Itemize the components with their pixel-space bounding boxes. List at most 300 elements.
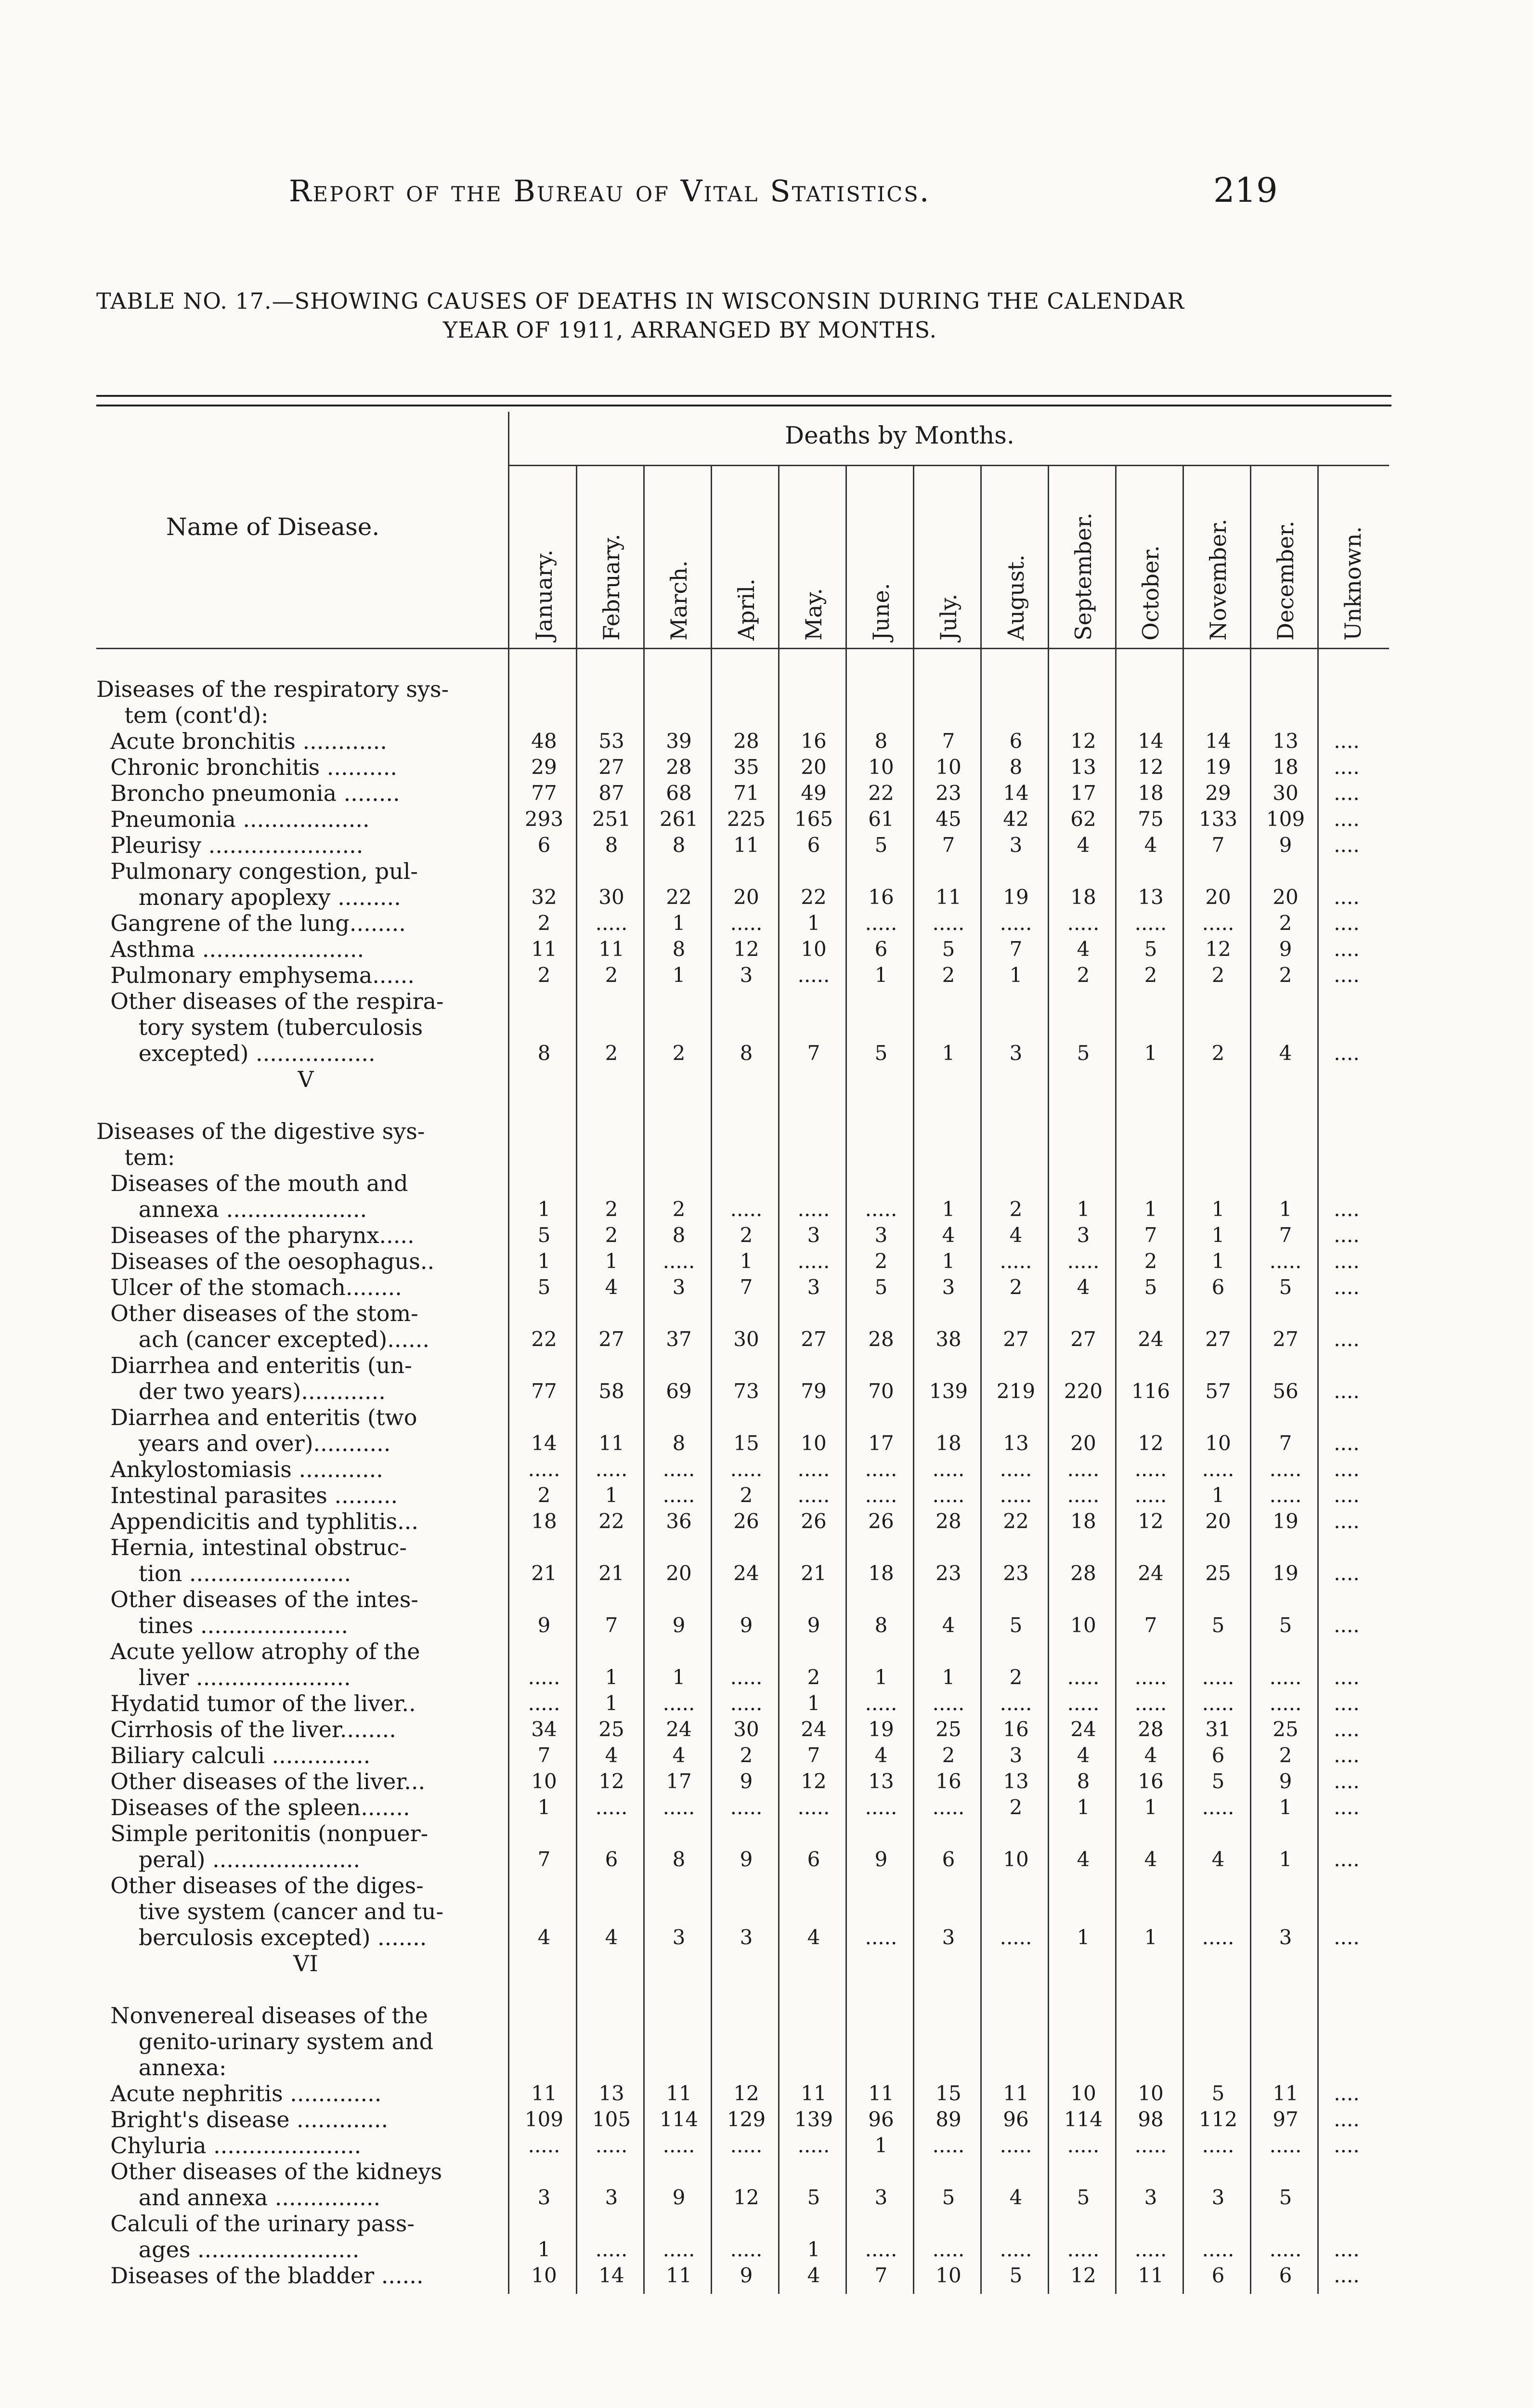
table-cell: .....	[1000, 2238, 1032, 2261]
table-cell: 18	[935, 1431, 961, 1455]
table-cell: 1	[1144, 1795, 1157, 1819]
row-label: Gangrene of the lung........	[96, 910, 406, 936]
table-cell: .....	[1067, 1483, 1100, 1507]
table-cell: 1	[1077, 1795, 1090, 1819]
table-cell: 5	[1211, 1769, 1225, 1793]
row-label: monary apoplexy .........	[96, 884, 401, 910]
table-cell: 5	[1279, 2186, 1292, 2209]
table-cell: 10	[801, 1431, 827, 1455]
table-cell: ....	[1334, 729, 1360, 753]
table-cell: 58	[598, 1379, 624, 1403]
table-cell: 1	[1144, 1197, 1157, 1221]
table-cell: 7	[942, 729, 955, 753]
row-label: liver ......................	[96, 1664, 351, 1690]
table-cell: 22	[801, 885, 827, 909]
table-cell: ....	[1334, 1275, 1360, 1299]
table-cell: 4	[1144, 833, 1157, 857]
table-cell: 18	[1070, 1509, 1096, 1533]
row-label: der two years)............	[96, 1378, 386, 1404]
table-cell: 56	[1273, 1379, 1299, 1403]
table-cell: .....	[1067, 1665, 1100, 1689]
table-caption	[96, 287, 1396, 344]
table-cell: ....	[1334, 2133, 1360, 2157]
table-cell: 13	[1003, 1431, 1029, 1455]
table-cell: 114	[1064, 2107, 1103, 2131]
table-cell: 4	[942, 1223, 955, 1247]
table-cell: 7	[874, 2264, 888, 2287]
table-cell: 5	[874, 1041, 888, 1065]
table-cell: .....	[730, 2133, 763, 2157]
table-cell: 1	[1144, 1041, 1157, 1065]
table-cell: 9	[740, 1613, 753, 1637]
table-cell: 15	[935, 2081, 961, 2105]
table-cell: 8	[672, 1431, 686, 1455]
row-label: tion .......................	[96, 1560, 351, 1586]
table-cell: 7	[1009, 937, 1023, 961]
table-caption-line-1: TABLE NO. 17.—SHOWING CAUSES OF DEATHS IN WISCONSIN DURING THE CALENDAR	[96, 288, 1185, 314]
table-cell: 4	[1279, 1041, 1292, 1065]
table-cell: .....	[1269, 2238, 1302, 2261]
table-cell: 18	[1273, 755, 1299, 779]
table-cell: .....	[663, 1795, 695, 1819]
table-cell: 16	[868, 885, 894, 909]
table-cell: .....	[932, 2238, 965, 2261]
table-cell: ....	[1334, 1041, 1360, 1065]
table-cell: 30	[733, 1717, 759, 1741]
table-cell: .....	[730, 1665, 763, 1689]
table-cell: 3	[605, 2186, 618, 2209]
table-cell: .....	[932, 1691, 965, 1715]
table-cell: ....	[1334, 1925, 1360, 1949]
table-cell: 5	[874, 1275, 888, 1299]
table-cell: 3	[874, 2186, 888, 2209]
table-cell: 28	[1138, 1717, 1164, 1741]
table-cell: 3	[1279, 1925, 1292, 1949]
row-label: Simple peritonitis (nonpuer-	[96, 1820, 429, 1846]
table-cell: 34	[531, 1717, 557, 1741]
table-cell: 21	[801, 1561, 827, 1585]
table-cell: .....	[865, 1795, 897, 1819]
table-cell: ....	[1334, 2238, 1360, 2261]
table-cell: 13	[1003, 1769, 1029, 1793]
table-cell: 5	[942, 2186, 955, 2209]
table-cell: 11	[666, 2264, 692, 2287]
table-cell: .....	[1202, 911, 1234, 935]
table-cell: 19	[868, 1717, 894, 1741]
table-cell: 14	[1205, 729, 1231, 753]
table-cell: 37	[666, 1327, 692, 1351]
table-cell: 9	[537, 1613, 551, 1637]
table-cell: ....	[1334, 781, 1360, 805]
table-cell: 20	[1070, 1431, 1096, 1455]
table-cell: 1	[874, 1665, 888, 1689]
table-cell: .....	[1000, 1691, 1032, 1715]
table-cell: 1	[1279, 1197, 1292, 1221]
table-cell: 20	[1205, 1509, 1231, 1533]
table-cell: 22	[531, 1327, 557, 1351]
table-cell: 27	[1273, 1327, 1299, 1351]
table-cell: ....	[1334, 911, 1360, 935]
month-header: March.	[666, 560, 692, 641]
table-cell: 28	[1070, 1561, 1096, 1585]
table-cell: 18	[1138, 781, 1164, 805]
table-cell: 2	[1279, 963, 1292, 987]
table-cell: 5	[1077, 1041, 1090, 1065]
table-cell: 12	[598, 1769, 624, 1793]
table-cell: 2	[1009, 1197, 1023, 1221]
table-cell: 7	[807, 1743, 820, 1767]
table-cell: .....	[528, 1691, 560, 1715]
table-cell: 31	[1205, 1717, 1231, 1741]
table-cell: 18	[531, 1509, 557, 1533]
table-cell: .....	[1134, 911, 1167, 935]
table-cell: 13	[1070, 755, 1096, 779]
table-cell: 12	[1138, 755, 1164, 779]
table-cell: 23	[1003, 1561, 1029, 1585]
row-label: Biliary calculi ..............	[96, 1742, 371, 1768]
table-cell: 4	[1009, 1223, 1023, 1247]
table-cell: 10	[531, 1769, 557, 1793]
table-cell: 133	[1198, 807, 1238, 831]
table-cell: 10	[1003, 1847, 1029, 1871]
table-cell: .....	[1000, 1249, 1032, 1273]
row-label: Pleurisy ......................	[96, 832, 364, 858]
table-cell: 29	[1205, 781, 1231, 805]
table-cell: .....	[595, 1795, 628, 1819]
table-cell: 2	[605, 963, 618, 987]
table-cell: 3	[740, 963, 753, 987]
table-cell: 12	[801, 1769, 827, 1793]
table-cell: 7	[1144, 1613, 1157, 1637]
table-cell: 4	[1144, 1847, 1157, 1871]
table-cell: 12	[1138, 1509, 1164, 1533]
table-cell: .....	[865, 1457, 897, 1481]
table-cell: 20	[1273, 885, 1299, 909]
table-cell: .....	[1134, 2133, 1167, 2157]
table-cell: 3	[1009, 1743, 1023, 1767]
table-cell: .....	[932, 1483, 965, 1507]
name-of-disease-header: Name of Disease.	[166, 513, 380, 541]
table-cell: 42	[1003, 807, 1029, 831]
table-cell: 8	[672, 937, 686, 961]
table-cell: 2	[1279, 911, 1292, 935]
row-label: Other diseases of the intes-	[96, 1586, 418, 1612]
table-cell: 11	[935, 885, 961, 909]
table-cell: 24	[733, 1561, 759, 1585]
month-header: January.	[531, 549, 557, 641]
table-cell: 30	[733, 1327, 759, 1351]
row-label: years and over)...........	[96, 1430, 391, 1456]
row-label: Diarrhea and enteritis (two	[96, 1404, 417, 1430]
table-cell: 2	[1211, 1041, 1225, 1065]
column-header-rule	[96, 648, 1389, 649]
table-cell: 9	[740, 1847, 753, 1871]
table-cell: 11	[666, 2081, 692, 2105]
table-cell: 1	[874, 2133, 888, 2157]
table-cell: 2	[605, 1197, 618, 1221]
table-cell: 8	[537, 1041, 551, 1065]
section-number: VI	[293, 1950, 318, 1976]
table-cell: 5	[1009, 1613, 1023, 1637]
table-cell: 77	[531, 1379, 557, 1403]
table-cell: 2	[1009, 1275, 1023, 1299]
row-label: peral) .....................	[96, 1846, 361, 1872]
table-cell: 21	[598, 1561, 624, 1585]
row-label: annexa ....................	[96, 1196, 367, 1222]
table-cell: 4	[1009, 2186, 1023, 2209]
table-cell: 61	[868, 807, 894, 831]
table-cell: ....	[1334, 1327, 1360, 1351]
row-label: Diseases of the spleen.......	[96, 1794, 410, 1820]
table-cell: 2	[942, 1743, 955, 1767]
table-cell: 3	[807, 1275, 820, 1299]
row-label: Diseases of the oesophagus..	[96, 1248, 435, 1274]
table-cell: .....	[1134, 1665, 1167, 1689]
table-cell: 4	[942, 1613, 955, 1637]
table-cell: 6	[1211, 2264, 1225, 2287]
table-cell: 11	[598, 1431, 624, 1455]
table-cell: 8	[874, 1613, 888, 1637]
table-cell: 1	[807, 911, 820, 935]
month-header: October.	[1138, 545, 1164, 641]
table-cell: 11	[531, 937, 557, 961]
table-cell: .....	[1202, 2238, 1234, 2261]
table-cell: .....	[595, 911, 628, 935]
table-cell: ....	[1334, 1717, 1360, 1741]
table-cell: 9	[1279, 937, 1292, 961]
row-label: tive system (cancer and tu-	[96, 1898, 444, 1924]
table-cell: 4	[1077, 1743, 1090, 1767]
table-cell: 4	[807, 2264, 820, 2287]
table-cell: 27	[1205, 1327, 1231, 1351]
table-cell: 3	[672, 1275, 686, 1299]
table-cell: 1	[1279, 1847, 1292, 1871]
table-cell: 6	[605, 1847, 618, 1871]
row-label: tem (cont'd):	[96, 702, 269, 728]
table-cell: 75	[1138, 807, 1164, 831]
table-cell: 2	[807, 1665, 820, 1689]
table-cell: 53	[598, 729, 624, 753]
table-cell: .....	[1067, 2238, 1100, 2261]
table-cell: ....	[1334, 833, 1360, 857]
table-cell: 57	[1205, 1379, 1231, 1403]
table-cell: 1	[740, 1249, 753, 1273]
row-label: Pulmonary congestion, pul-	[96, 858, 418, 884]
table-cell: 1	[1211, 1483, 1225, 1507]
table-cell: .....	[730, 2238, 763, 2261]
table-cell: 1	[942, 1249, 955, 1273]
table-cell: 19	[1003, 885, 1029, 909]
table-cell: 1	[672, 1665, 686, 1689]
row-label: excepted) .................	[96, 1040, 376, 1066]
table-cell: 1	[537, 1197, 551, 1221]
table-cell: 4	[1077, 1275, 1090, 1299]
table-cell: 23	[935, 1561, 961, 1585]
table-cell: 1	[537, 1795, 551, 1819]
row-label: Other diseases of the stom-	[96, 1300, 418, 1326]
table-cell: 28	[935, 1509, 961, 1533]
table-cell: 27	[801, 1327, 827, 1351]
table-cell: 5	[1144, 937, 1157, 961]
table-cell: 10	[935, 2264, 961, 2287]
table-cell: 225	[727, 807, 766, 831]
table-cell: 11	[868, 2081, 894, 2105]
table-cell: 7	[740, 1275, 753, 1299]
table-cell: 10	[801, 937, 827, 961]
table-cell: ....	[1334, 1249, 1360, 1273]
table-cell: .....	[1134, 1457, 1167, 1481]
table-cell: .....	[663, 2133, 695, 2157]
table-cell: 36	[666, 1509, 692, 1533]
group-header-rule	[508, 465, 1389, 466]
row-label: berculosis excepted) .......	[96, 1924, 427, 1950]
month-header: April.	[733, 578, 759, 641]
row-label: Ulcer of the stomach........	[96, 1274, 402, 1300]
table-cell: 70	[868, 1379, 894, 1403]
table-cell: 139	[929, 1379, 968, 1403]
table-cell: 10	[531, 2264, 557, 2287]
table-cell: .....	[595, 2238, 628, 2261]
table-cell: 25	[1273, 1717, 1299, 1741]
table-cell: 165	[794, 807, 833, 831]
table-cell: 2	[672, 1041, 686, 1065]
table-cell: 18	[1070, 885, 1096, 909]
table-cell: 1	[942, 1665, 955, 1689]
table-cell: .....	[1269, 1249, 1302, 1273]
table-cell: 28	[733, 729, 759, 753]
table-cell: .....	[1000, 2133, 1032, 2157]
table-cell: 1	[1077, 1925, 1090, 1949]
table-cell: 11	[733, 833, 759, 857]
table-cell: .....	[932, 911, 965, 935]
table-cell: .....	[865, 2238, 897, 2261]
table-cell: 1	[537, 2238, 551, 2261]
table-cell: 2	[1211, 963, 1225, 987]
table-cell: 2	[672, 1197, 686, 1221]
table-cell: .....	[1269, 1665, 1302, 1689]
table-cell: 7	[605, 1613, 618, 1637]
table-cell: 2	[1144, 963, 1157, 987]
table-cell: .....	[730, 1795, 763, 1819]
row-label: tory system (tuberculosis	[96, 1014, 423, 1040]
table-cell: 1	[942, 1197, 955, 1221]
table-cell: 17	[868, 1431, 894, 1455]
table-cell: .....	[1067, 2133, 1100, 2157]
table-cell: 1	[807, 2238, 820, 2261]
table-cell: .....	[865, 1197, 897, 1221]
table-cell: 5	[537, 1223, 551, 1247]
table-cell: 6	[807, 1847, 820, 1871]
table-cell: 19	[1205, 755, 1231, 779]
table-cell: 6	[1211, 1275, 1225, 1299]
table-cell: 12	[1070, 729, 1096, 753]
table-cell: 45	[935, 807, 961, 831]
table-cell: 48	[531, 729, 557, 753]
table-cell: .....	[1202, 1457, 1234, 1481]
table-cell: .....	[1067, 1457, 1100, 1481]
table-cell: 11	[531, 2081, 557, 2105]
table-cell: 26	[801, 1509, 827, 1533]
table-cell: 112	[1198, 2107, 1238, 2131]
table-cell: 14	[531, 1431, 557, 1455]
table-cell: 96	[868, 2107, 894, 2131]
table-cell: .....	[730, 1197, 763, 1221]
table-cell: ....	[1334, 1431, 1360, 1455]
running-title: Report of the Bureau of Vital Statistics.	[289, 173, 931, 209]
row-label: Acute nephritis .............	[96, 2081, 382, 2107]
table-cell: .....	[797, 1457, 830, 1481]
table-cell: 4	[1077, 833, 1090, 857]
running-header	[0, 170, 1533, 217]
row-label: Diseases of the digestive sys-	[96, 1118, 425, 1144]
table-cell: .....	[1067, 1691, 1100, 1715]
row-label: Acute bronchitis ............	[96, 728, 387, 754]
month-header: December.	[1273, 521, 1299, 641]
table-cell: 2	[1009, 1795, 1023, 1819]
row-label: Bright's disease .............	[96, 2107, 389, 2133]
table-cell: ....	[1334, 885, 1360, 909]
row-label: Cirrhosis of the liver........	[96, 1716, 396, 1742]
table-cell: 2	[740, 1223, 753, 1247]
table-cell: .....	[932, 2133, 965, 2157]
table-cell: 71	[733, 781, 759, 805]
row-label: Acute yellow atrophy of the	[96, 1638, 420, 1664]
table-cell: 10	[1070, 1613, 1096, 1637]
row-label: Calculi of the urinary pass-	[96, 2211, 415, 2237]
table-cell: ....	[1334, 1509, 1360, 1533]
table-cell: 9	[1279, 1769, 1292, 1793]
row-label: Nonvenereal diseases of the	[96, 2002, 428, 2028]
table-cell: .....	[1202, 1795, 1234, 1819]
top-rule-2	[96, 405, 1391, 406]
table-cell: 11	[801, 2081, 827, 2105]
table-cell: 5	[1144, 1275, 1157, 1299]
table-cell: 97	[1273, 2107, 1299, 2131]
table-cell: .....	[1000, 1483, 1032, 1507]
table-cell: 19	[1273, 1561, 1299, 1585]
table-cell: 27	[598, 1327, 624, 1351]
month-header: September.	[1070, 512, 1096, 641]
row-label: genito-urinary system and	[96, 2028, 434, 2055]
table-cell: .....	[1202, 2133, 1234, 2157]
row-label: Hernia, intestinal obstruc-	[96, 1534, 407, 1560]
row-label: tem:	[96, 1144, 175, 1170]
table-cell: 7	[537, 1847, 551, 1871]
table-cell: 5	[1077, 2186, 1090, 2209]
table-cell: 6	[1211, 1743, 1225, 1767]
table-cell: 69	[666, 1379, 692, 1403]
table-cell: 4	[672, 1743, 686, 1767]
table-cell: 251	[592, 807, 631, 831]
table-cell: 8	[672, 833, 686, 857]
table-cell: 9	[740, 2264, 753, 2287]
table-cell: 2	[942, 963, 955, 987]
table-cell: 9	[807, 1613, 820, 1637]
table-cell: 24	[801, 1717, 827, 1741]
table-cell: ....	[1334, 1743, 1360, 1767]
table-cell: 28	[868, 1327, 894, 1351]
table-cell: 8	[874, 729, 888, 753]
table-cell: .....	[663, 1691, 695, 1715]
month-header: May.	[801, 588, 827, 641]
table-cell: 3	[942, 1275, 955, 1299]
table-cell: 16	[1003, 1717, 1029, 1741]
row-label: Hydatid tumor of the liver..	[96, 1690, 416, 1716]
table-cell: 24	[1070, 1717, 1096, 1741]
table-cell: 109	[1266, 807, 1305, 831]
table-cell: 1	[537, 1249, 551, 1273]
row-label: ach (cancer excepted)......	[96, 1326, 429, 1352]
